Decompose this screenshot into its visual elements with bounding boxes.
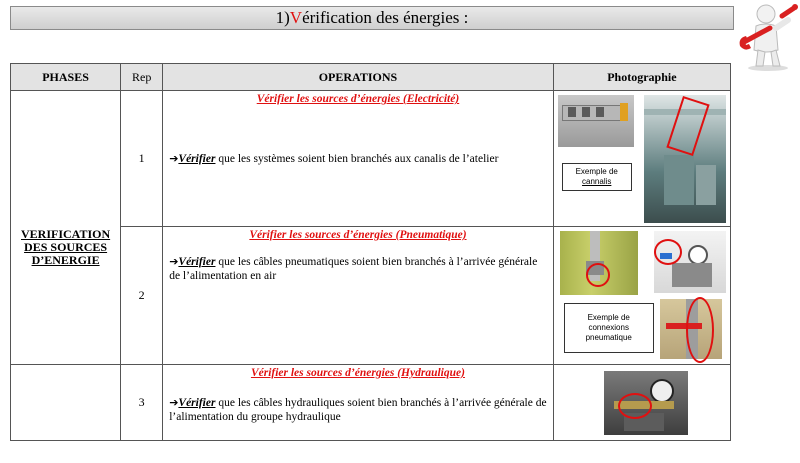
workshop-photo <box>644 95 726 223</box>
photo-cell <box>553 227 730 365</box>
operation-text <box>163 152 553 166</box>
arrow-icon: ➔ <box>169 395 179 409</box>
header-phases: PHASES <box>11 64 121 91</box>
phase-cell <box>11 365 121 441</box>
operation-cell <box>163 227 554 365</box>
operation-description: que les câbles hydrauliques soient bien branchés à l’arrivée générale de l’alimentation du groupe hydraulique <box>169 396 547 423</box>
table-header-row <box>11 64 731 91</box>
section-heading: Vérifier les sources d’énergies (Electricité) <box>256 93 460 105</box>
operation-verb: Vérifier <box>178 152 216 165</box>
table-row <box>11 91 731 227</box>
caption-line: cannalis <box>582 177 612 186</box>
caption-line: Exemple de <box>575 167 618 176</box>
rep-cell: 2 <box>121 227 163 365</box>
phase-label-line: VERIFICATION <box>21 227 111 241</box>
highlight-circle <box>618 393 652 419</box>
header-operations: OPERATIONS <box>163 64 554 91</box>
operation-cell <box>163 91 554 227</box>
operation-description: que les câbles pneumatiques soient bien branchés à l’arrivée générale de l’alimentation en air <box>169 256 538 282</box>
caption-line: Exemple de <box>587 313 630 322</box>
procedure-table <box>10 63 731 441</box>
rep-cell: 3 <box>121 365 163 441</box>
operation-verb: Vérifier <box>178 396 216 409</box>
phase-label-line: D’ENERGIE <box>31 253 100 267</box>
title-prefix: 1) <box>275 8 290 27</box>
operation-text <box>163 255 553 283</box>
highlight-circle <box>654 239 682 265</box>
section-title-bar <box>10 6 734 30</box>
operation-verb: Vérifier <box>178 256 216 268</box>
phase-label-line: DES SOURCES <box>24 240 108 254</box>
operation-cell <box>163 365 554 441</box>
arrow-icon: ➔ <box>169 151 179 165</box>
title-accent-letter: V <box>289 8 303 27</box>
phase-cell <box>11 91 121 365</box>
highlight-circle <box>586 263 610 287</box>
header-rep: Rep <box>121 64 163 91</box>
section-heading: Vérifier les sources d’énergies (Pneumatique) <box>249 229 467 241</box>
canalis-photo <box>558 95 634 147</box>
photo-cell <box>553 91 730 227</box>
photo-cell <box>553 365 730 441</box>
caption-line: pneumatique <box>585 333 632 342</box>
section-heading: Vérifier les sources d’énergies (Hydraulique) <box>250 367 465 379</box>
highlight-circle <box>686 297 714 363</box>
photo-caption <box>562 163 632 191</box>
arrow-icon: ➔ <box>169 255 179 268</box>
title-rest: érification des énergies : <box>302 8 469 27</box>
operation-description: que les systèmes soient bien branchés aux canalis de l’atelier <box>215 152 499 165</box>
table-row <box>11 365 731 441</box>
rep-cell: 1 <box>121 91 163 227</box>
caption-line: connexions <box>588 323 629 332</box>
worker-with-wrench-icon <box>738 0 798 72</box>
header-photo: Photographie <box>553 64 730 91</box>
photo-caption <box>564 303 654 353</box>
operation-text <box>163 396 553 424</box>
